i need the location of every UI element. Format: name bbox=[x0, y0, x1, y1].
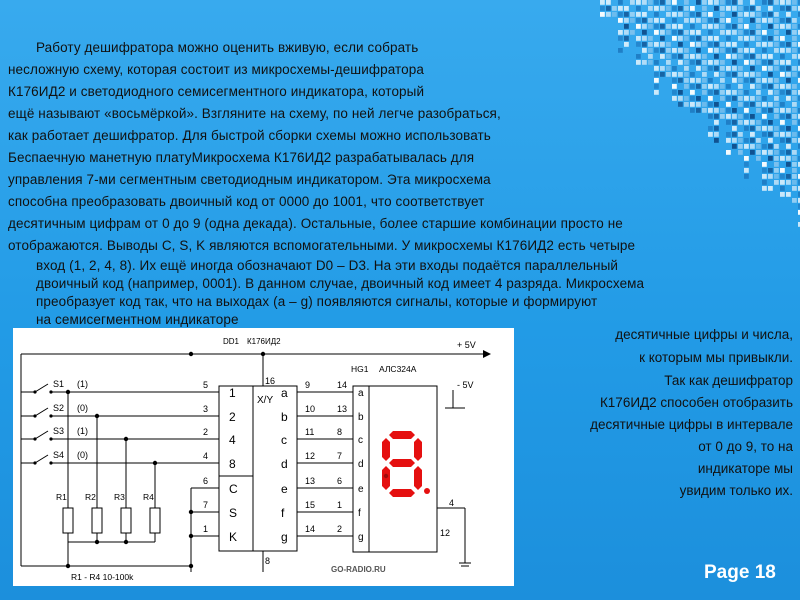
text-line: отображаются. Выводы C, S, K являются вспомогательными. У микросхемы К176ИД2 есть четыре bbox=[8, 238, 636, 253]
input-pin-number: 3 bbox=[203, 404, 209, 414]
display-pin-label: a bbox=[358, 388, 364, 399]
display-pin-label: c bbox=[358, 435, 363, 446]
switch-label: S1 bbox=[53, 379, 65, 389]
switch-label: S3 bbox=[53, 426, 65, 436]
input-pin-label: S bbox=[229, 506, 238, 520]
output-pin-label: f bbox=[281, 506, 285, 520]
side-text-line: Так как дешифратор bbox=[664, 373, 793, 388]
text-line: вход (1, 2, 4, 8). Их ещё иногда обозначают D0 – D3. На эти входы подаётся параллельный bbox=[36, 258, 619, 273]
xy-label: X/Y bbox=[257, 395, 274, 406]
input-pin-number: 1 bbox=[203, 524, 209, 534]
output-pin-number: 10 bbox=[305, 404, 316, 414]
text-line: ещё называют «восьмёркой». Взгляните на схему, по ней легче разобраться, bbox=[8, 106, 501, 121]
side-text-line: десятичные цифры и числа, bbox=[615, 327, 793, 342]
text-line: на семисегментном индикаторе bbox=[36, 312, 239, 327]
output-pin-label: c bbox=[281, 433, 287, 447]
chip-name-label: К176ИД2 bbox=[247, 337, 281, 346]
output-pin-number: 9 bbox=[305, 380, 311, 390]
circuit-schematic bbox=[13, 328, 514, 586]
display-pin-number: 8 bbox=[337, 427, 343, 437]
display-pin-label: g bbox=[358, 532, 364, 543]
side-text-line: индикаторе мы bbox=[697, 461, 793, 476]
input-pin-label: C bbox=[229, 482, 238, 496]
switch-label: S4 bbox=[53, 450, 65, 460]
input-pin-number: 2 bbox=[203, 427, 209, 437]
side-text-line: К176ИД2 способен отобразить bbox=[599, 395, 793, 410]
output-pin-label: a bbox=[281, 386, 288, 400]
output-pin-number: 12 bbox=[305, 451, 316, 461]
pin-4-label: 4 bbox=[449, 498, 455, 508]
text-line: преобразует код так, что на выходах (a – g) появляются сигналы, которые и формируют bbox=[36, 294, 598, 309]
text-line: несложную схему, которая состоит из микросхемы-дешифратора bbox=[8, 62, 424, 77]
text-line: Беспаечную манетную платуМикросхема К176ИД2 разрабатывалась для bbox=[8, 150, 475, 165]
display-pin-number: 7 bbox=[337, 451, 343, 461]
minus-5v-label: - 5V bbox=[457, 380, 474, 390]
input-pin-label: 4 bbox=[229, 433, 236, 447]
display-pin-number: 2 bbox=[337, 524, 343, 534]
display-pin-number: 6 bbox=[337, 476, 343, 486]
seven-segment-digit bbox=[382, 431, 430, 497]
page-number: Page 18 bbox=[704, 562, 776, 583]
text-line: Работу дешифратора можно оценить вживую, если собрать bbox=[36, 40, 419, 55]
input-pin-number: 6 bbox=[203, 476, 209, 486]
display-pin-number: 1 bbox=[337, 500, 343, 510]
resistor-label: R1 bbox=[56, 492, 67, 502]
input-pin-number: 4 bbox=[203, 451, 209, 461]
input-pin-label: 2 bbox=[229, 410, 236, 424]
output-pin-label: g bbox=[281, 530, 288, 544]
display-pin-number: 13 bbox=[337, 404, 348, 414]
display-pin-label: e bbox=[358, 484, 364, 495]
switch-label: S2 bbox=[53, 403, 65, 413]
input-pin-label: 1 bbox=[229, 386, 236, 400]
side-text-line: от 0 до 9, то на bbox=[698, 439, 793, 454]
resistor-label: R2 bbox=[85, 492, 96, 502]
output-pin-number: 13 bbox=[305, 476, 316, 486]
side-text-line: к которым мы привыкли. bbox=[639, 350, 793, 365]
output-pin-number: 14 bbox=[305, 524, 316, 534]
text-line: как работает дешифратор. Для быстрой сборки схемы можно использовать bbox=[8, 128, 491, 143]
dd1-label: DD1 bbox=[223, 337, 240, 346]
output-pin-label: e bbox=[281, 482, 288, 496]
switch-state-label: (1) bbox=[77, 426, 88, 436]
display-pin-label: f bbox=[358, 508, 361, 519]
input-pin-number: 5 bbox=[203, 380, 209, 390]
display-pin-label: d bbox=[358, 459, 364, 470]
resistor-note: R1 - R4 10-100k bbox=[71, 572, 134, 582]
output-pin-label: b bbox=[281, 410, 288, 424]
display-pin-label: b bbox=[358, 412, 364, 423]
side-text-line: десятичные цифры в интервале bbox=[590, 417, 793, 432]
switch-state-label: (1) bbox=[77, 379, 88, 389]
output-pin-label: d bbox=[281, 457, 288, 471]
text-line: двоичный код (например, 0001). В данном случае, двоичный код имеет 4 разряда. Микросхема bbox=[36, 276, 645, 291]
resistor-label: R4 bbox=[143, 492, 154, 502]
switch-state-label: (0) bbox=[77, 403, 88, 413]
display-model-label: АЛС324А bbox=[379, 364, 417, 374]
plus-5v-label: + 5V bbox=[457, 340, 476, 350]
text-line: десятичным цифрам от 0 до 9 (одна декада). Остальные, более старшие комбинации просто не bbox=[8, 216, 623, 231]
output-pin-number: 15 bbox=[305, 500, 316, 510]
text-line: управления 7-ми сегментным светодиодным индикатором. Эта микросхема bbox=[8, 172, 491, 187]
schematic-drawing bbox=[13, 328, 514, 586]
decorative-mosaic bbox=[570, 0, 800, 230]
input-pin-number: 7 bbox=[203, 500, 209, 510]
resistor-label: R3 bbox=[114, 492, 125, 502]
display-pin-number: 14 bbox=[337, 380, 348, 390]
pin-8-label: 8 bbox=[265, 556, 271, 566]
hg1-label: HG1 bbox=[351, 364, 369, 374]
input-pin-label: 8 bbox=[229, 457, 236, 471]
input-pin-label: K bbox=[229, 530, 238, 544]
switch-state-label: (0) bbox=[77, 450, 88, 460]
side-text-line: увидим только их. bbox=[679, 483, 793, 498]
pin-12-label: 12 bbox=[440, 528, 451, 538]
output-pin-number: 11 bbox=[305, 427, 315, 437]
watermark: GO-RADIO.RU bbox=[331, 565, 386, 574]
text-line: К176ИД2 и светодиодного семисегментного индикатора, который bbox=[8, 84, 425, 99]
text-line: способна преобразовать двоичный код от 0000 до 1001, что соответствует bbox=[8, 194, 485, 209]
pin-16-label: 16 bbox=[265, 376, 276, 386]
